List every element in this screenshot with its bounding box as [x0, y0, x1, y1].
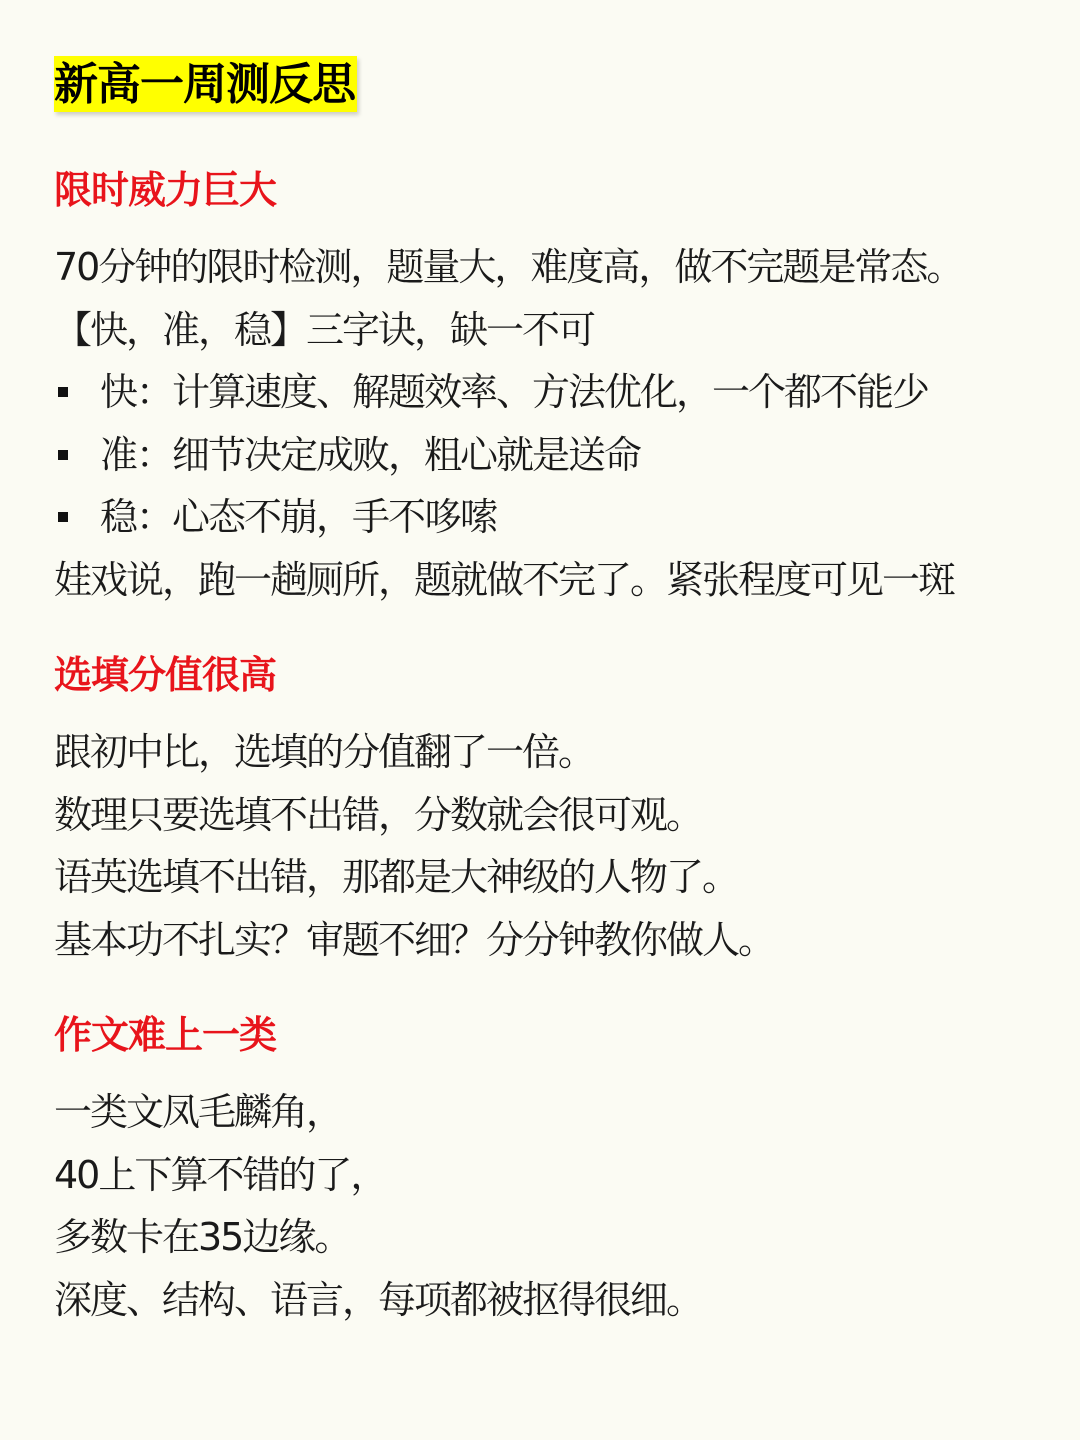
paragraph-line: 深度、结构、语言，每项都被抠得很细。	[54, 1277, 703, 1322]
bullet-item-steady	[54, 486, 1052, 549]
paragraph-line: 多数卡在35边缘。	[54, 1215, 351, 1259]
bullet-text: 准：细节决定成败，粗心就是送命	[100, 432, 641, 477]
section-heading-essay: 作文难上一类	[54, 1013, 277, 1057]
section-body-essay	[54, 1081, 1052, 1331]
square-bullet-icon	[58, 387, 68, 397]
paragraph-line: 语英选填不出错，那都是大神级的人物了。	[54, 855, 739, 899]
paragraph-line: 跟初中比，选填的分值翻了一倍。	[54, 730, 595, 774]
paragraph-line: 40上下算不错的了，	[54, 1152, 387, 1197]
section-body-choice-score	[54, 721, 1052, 971]
section-heading-time-limit: 限时威力巨大	[54, 168, 277, 212]
section-heading-choice-score: 选填分值很高	[54, 653, 277, 697]
bullet-item-fast	[54, 361, 1052, 424]
page-title: 新高一周测反思	[54, 56, 357, 112]
paragraph-line: 【快，准，稳】三字诀，缺一不可	[54, 307, 595, 352]
square-bullet-icon	[58, 512, 68, 522]
paragraph-line: 数理只要选填不出错，分数就会很可观。	[54, 792, 703, 837]
bullet-text: 快：计算速度、解题效率、方法优化，一个都不能少	[100, 370, 929, 414]
square-bullet-icon	[58, 450, 68, 460]
bullet-text: 稳：心态不崩，手不哆嗦	[100, 495, 497, 539]
paragraph-line: 一类文凤毛麟角，	[54, 1090, 343, 1134]
paragraph-line: 70分钟的限时检测，题量大，难度高，做不完题是常态。	[54, 245, 963, 289]
bullet-item-accurate	[54, 424, 1052, 487]
section-body-time-limit	[54, 236, 1052, 611]
paragraph-line: 基本功不扎实？审题不细？分分钟教你做人。	[54, 917, 775, 962]
paragraph-line: 娃戏说，跑一趟厕所，题就做不完了。紧张程度可见一斑	[54, 557, 955, 602]
